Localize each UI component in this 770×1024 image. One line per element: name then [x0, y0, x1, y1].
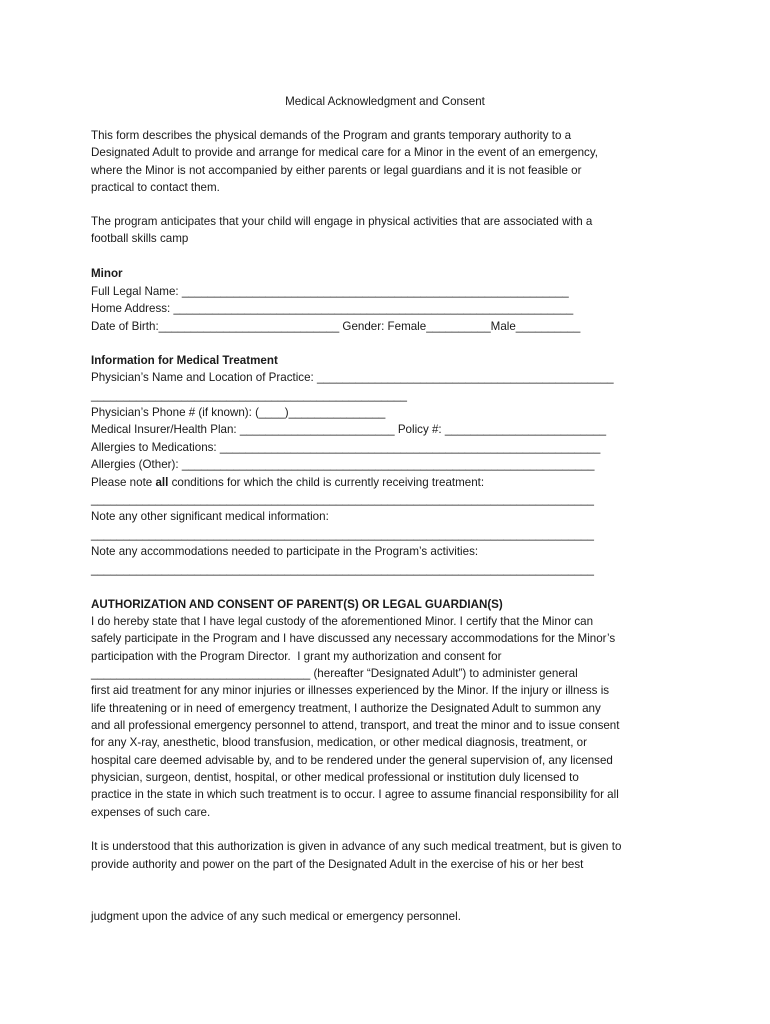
intro-line-2: Designated Adult to provide and arrange for medical care for a Minor in the event of an emergency, [91, 146, 598, 159]
conditions-label-post: conditions for which the child is currently receiving treatment: [168, 476, 485, 489]
allergies-medications-field[interactable]: Allergies to Medications: ___________________________________________________________ [91, 441, 601, 454]
conditions-label-bold: all [155, 476, 169, 489]
home-address-field[interactable]: Home Address: ______________________________________________________________ [91, 302, 574, 315]
authorization-line-9: hospital care deemed advisable by, and to be rendered under the general supervision of, any licensed [91, 754, 613, 767]
program-line-2: football skills camp [91, 232, 189, 245]
authorization-line-7: and all professional emergency personnel to attend, transport, and treat the minor and to issue consent [91, 719, 620, 732]
understood-line-1: It is understood that this authorization is given in advance of any such medical treatment, but is given to [91, 840, 622, 853]
closing-line: judgment upon the advice of any such medical or emergency personnel. [91, 910, 461, 923]
accommodations-field[interactable]: ______________________________________________________________________________ [91, 563, 594, 576]
conditions-label [91, 474, 484, 491]
insurer-policy-field[interactable]: Medical Insurer/Health Plan: ________________________ Policy #: _________________________ [91, 423, 607, 436]
physician-phone-field[interactable]: Physician’s Phone # (if known): (____)_______________ [91, 406, 386, 419]
authorization-line-10: physician, surgeon, dentist, hospital, or other medical professional or institution duly licensed to [91, 771, 579, 784]
understood-line-2: provide authority and power on the part of the Designated Adult in the exercise of his or her best [91, 858, 584, 871]
authorization-line-11: practice in the state in which such treatment is to occur. I agree to assume financial responsibility for all [91, 788, 619, 801]
physician-name-continuation-field[interactable]: _________________________________________________ [91, 389, 407, 402]
authorization-line-5: first aid treatment for any minor injuries or illnesses experienced by the Minor. If the injury or illness is [91, 684, 610, 697]
medical-heading: Information for Medical Treatment [91, 354, 278, 367]
conditions-label-pre: Please note [91, 476, 156, 489]
authorization-line-12: expenses of such care. [91, 806, 211, 819]
intro-line-3: where the Minor is not accompanied by either parents or legal guardians and it is not feasible or [91, 164, 582, 177]
other-info-label: Note any other significant medical information: [91, 510, 329, 523]
authorization-line-3: participation with the Program Director. I grant my authorization and consent for [91, 650, 502, 663]
designated-adult-field[interactable]: __________________________________ (hereafter “Designated Adult”) to administer general [91, 667, 578, 680]
allergies-other-field[interactable]: Allergies (Other): ________________________________________________________________ [91, 458, 595, 471]
full-legal-name-field[interactable]: Full Legal Name: ____________________________________________________________ [91, 285, 569, 298]
accommodations-label: Note any accommodations needed to participate in the Program’s activities: [91, 545, 479, 558]
other-info-field[interactable]: ______________________________________________________________________________ [91, 528, 594, 541]
authorization-line-8: for any X-ray, anesthetic, blood transfusion, medication, or other medical diagnosis, treatment, or [91, 736, 587, 749]
dob-gender-field[interactable]: Date of Birth:____________________________ Gender: Female__________Male__________ [91, 320, 581, 333]
physician-name-field[interactable]: Physician’s Name and Location of Practice: ______________________________________________ [91, 371, 614, 384]
intro-line-4: practical to contact them. [91, 181, 220, 194]
intro-line-1: This form describes the physical demands of the Program and grants temporary authority to a [91, 129, 572, 142]
form-title: Medical Acknowledgment and Consent [285, 95, 485, 108]
authorization-heading: AUTHORIZATION AND CONSENT OF PARENT(S) OR LEGAL GUARDIAN(S) [91, 598, 503, 611]
minor-heading: Minor [91, 267, 123, 280]
authorization-line-6: life threatening or in need of emergency treatment, I authorize the Designated Adult to summon any [91, 702, 601, 715]
conditions-field[interactable]: ______________________________________________________________________________ [91, 493, 594, 506]
authorization-line-1: I do hereby state that I have legal custody of the aforementioned Minor. I certify that the Minor can [91, 615, 594, 628]
authorization-line-2: safely participate in the Program and I have discussed any necessary accommodations for the Minor’s [91, 632, 616, 645]
program-line-1: The program anticipates that your child will engage in physical activities that are associated with a [91, 215, 593, 228]
